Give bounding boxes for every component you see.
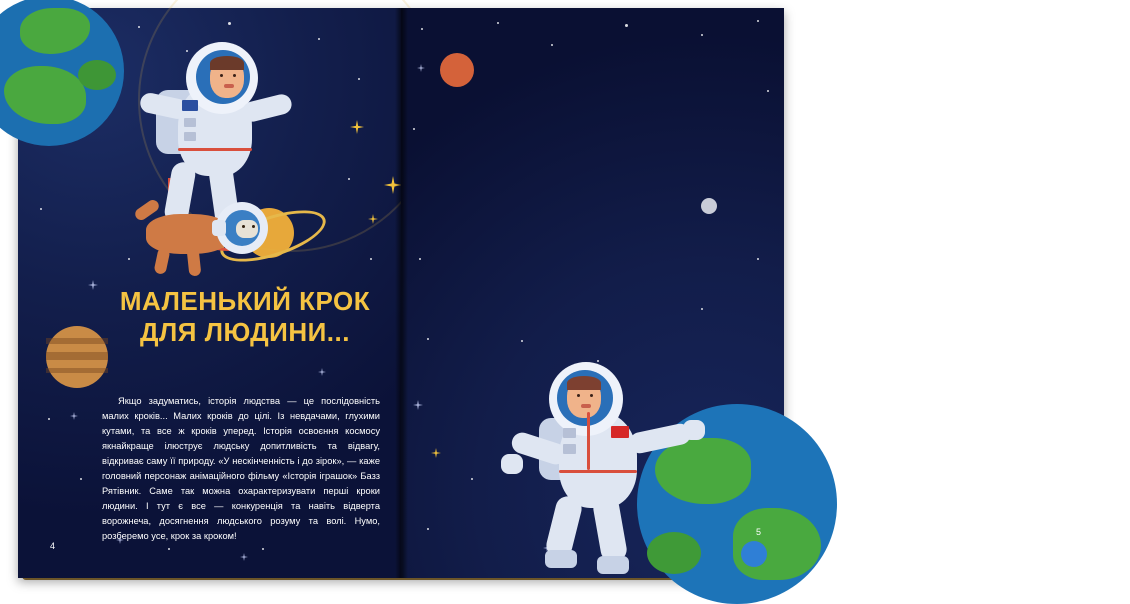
paragraph: З освоєнням космосу сталось так само. Одразу після Другої світової війни дві наддержави, США та СРСР, намагалися здобути військову перевагу у конструюванні та виробництві балістичних ракет, які могли б нести ядерний заряд на тисячі кілометрів. Це, як не дивно, стало відправною точкою освоєння космосу. На старті першість ненадовго здобув СРСР, який [833,303,1130,389]
earth-planet-illustration [0,0,124,146]
star-dot [597,360,599,362]
star-dot [80,478,82,480]
page-number-left: 4 [50,541,56,551]
star-dot [138,26,140,28]
soviet-flag-patch-icon [611,426,629,438]
open-book-pages [18,8,1130,578]
astronaut-soviet-illustration [493,366,713,566]
star-dot [370,258,372,260]
page-title-line-2: ДЛЯ ЛЮДИНИ... [140,316,350,347]
four-point-star-icon [88,280,98,290]
page-title-line-1: МАЛЕНЬКИЙ КРОК [119,286,371,316]
star-dot [413,128,415,130]
small-blue-planet-illustration [741,541,767,567]
paragraph: Якщо задуматись, історія людства — це послідовність малих кроків... Малих кроків до цілі. Із невдачами, глухими кутами, та все ж кроків уперед. Історія освоєння космосу якнайкраще ілюструє людську допитливість та відвагу, відкриває саму її природу. «У нескінченність і до зірок», — каже головний персонаж анімаційного фільму «Історія іграшок» Базз Рятівник. Саме так можна охарактеризувати перші кроки людини. І тут є все — конкуренція та навіть відверта ворожнеча, досягнення людського розуму та волі. Нумо, розберемо усе, крок за кроком! [102,396,380,542]
star-dot [48,418,50,420]
star-dot [419,258,421,260]
star-dot [128,258,130,260]
page-number-right: 5 [756,527,762,537]
dog-astronaut-illustration [136,196,286,276]
paragraph: Поки людина не подолала силу тяжіння, літати, як птах, було її нездійсненною мрією від часів легенд. Дедал та Ікар — ось наші перші герої. Давньогрецький міф про батька й сина, що таки полетіли, оснастившись крилами, як у птахів. Та Ікар не знав невдачі. [833,104,1130,175]
left-page-body-text [102,394,380,546]
star-dot [701,34,703,36]
flag-patch-icon [182,100,198,111]
star-dot [168,548,170,550]
four-point-star-icon [417,64,425,72]
star-dot [625,24,628,27]
star-dot [497,22,499,24]
star-dot [757,258,759,260]
right-page [401,8,1130,578]
star-dot [40,208,42,210]
jupiter-planet-illustration [46,326,108,388]
paragraph: Були сміливці, які прагнули повторити політ у реальності. І кроки, якими людство відмірало відстань до мети, — це не лише різноманітні творіння відчайдухів, а й розвиток теоретичної науки: відкриття законів механіки й аеродинаміки, що врешті дало змогу запустити перші літальні апарати, важкі за повітря, та здійснити омріяний століттями пілотований політ. Нові літальні апарати одразу ж оцінили військові, які прагнули за будь-яку ціну мати перевагу над супротивником. [833,181,1130,297]
four-point-star-icon [318,368,326,376]
four-point-star-icon [70,412,78,420]
left-page [18,8,401,578]
right-page-body-text [833,102,1130,394]
star-dot [421,28,423,30]
moon-illustration [701,198,717,214]
star-dot [471,478,473,480]
star-dot [701,308,703,310]
four-point-star-icon [431,448,441,458]
star-dot [427,528,429,530]
mars-planet-illustration [440,53,474,87]
star-dot [427,338,429,340]
star-dot [757,20,759,22]
star-dot [521,340,523,342]
four-point-star-icon [240,553,248,561]
star-dot [262,548,264,550]
page-title [110,286,380,347]
four-point-star-icon [413,400,423,410]
star-dot [767,90,769,92]
star-dot [551,44,553,46]
